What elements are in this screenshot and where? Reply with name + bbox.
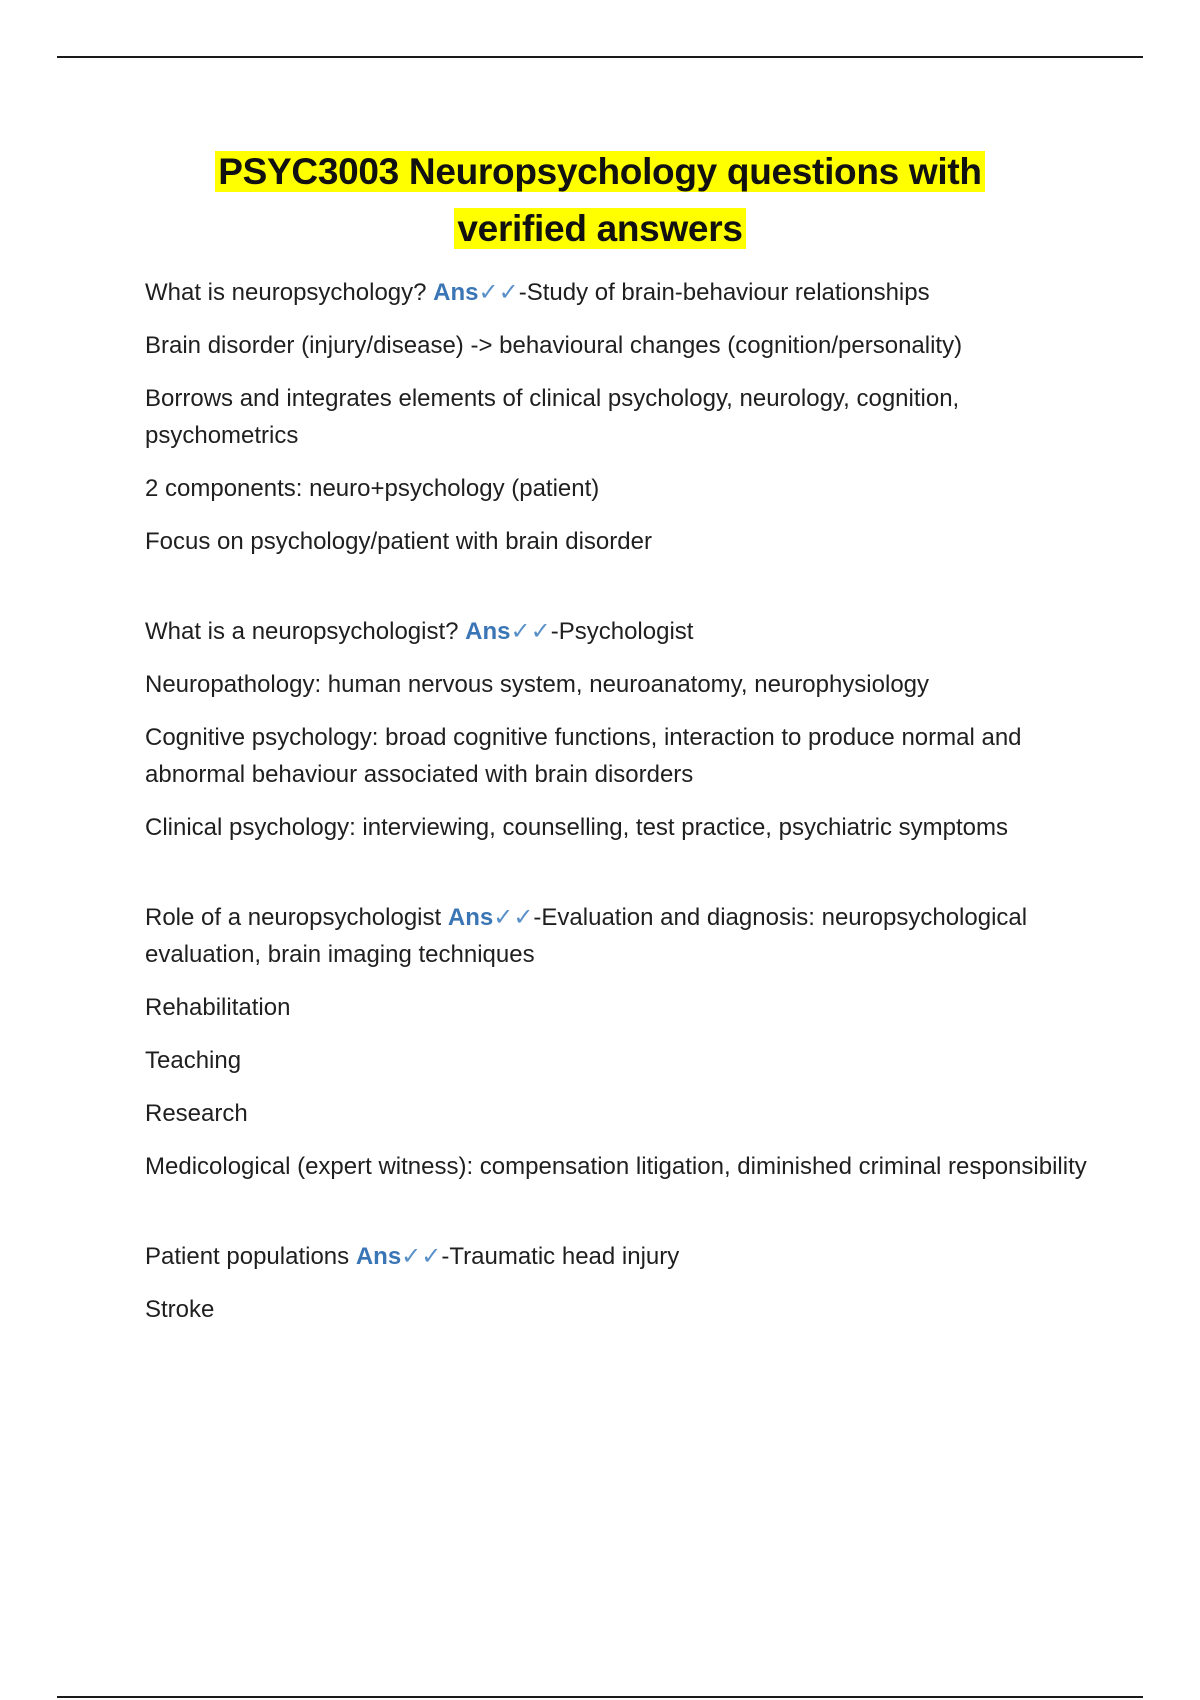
document-title xyxy=(100,143,1100,257)
title-line-1: PSYC3003 Neuropsychology questions with xyxy=(215,151,984,192)
bottom-rule xyxy=(57,1696,1143,1698)
question-line xyxy=(145,613,1095,650)
qa-block xyxy=(145,899,1095,1185)
check-icon: ✓✓ xyxy=(478,279,519,306)
title-line-2: verified answers xyxy=(454,208,745,249)
qa-block xyxy=(145,1238,1095,1328)
top-rule xyxy=(57,56,1143,58)
check-icon: ✓✓ xyxy=(510,618,551,645)
detail-line: Brain disorder (injury/disease) -> behavioural changes (cognition/personality) xyxy=(145,332,963,359)
document-body xyxy=(145,274,1095,1344)
check-icon: ✓✓ xyxy=(493,904,534,931)
question-text: What is a neuropsychologist? xyxy=(145,618,459,645)
detail-line: Borrows and integrates elements of clinical psychology, neurology, cognition, psychometrics xyxy=(145,385,960,449)
detail-line: Medicological (expert witness): compensation litigation, diminished criminal responsibility xyxy=(145,1153,1087,1180)
question-text: Patient populations xyxy=(145,1243,350,1270)
answer-marker: Ans xyxy=(355,1243,402,1270)
detail-line: Focus on psychology/patient with brain disorder xyxy=(145,528,652,555)
question-line xyxy=(145,899,1095,973)
question-line xyxy=(145,274,1095,311)
detail-line: Research xyxy=(145,1100,248,1127)
question-line xyxy=(145,1238,1095,1275)
answer-marker: Ans xyxy=(433,279,479,306)
detail-line: 2 components: neuro+psychology (patient) xyxy=(145,475,600,502)
question-text: What is neuropsychology? xyxy=(145,279,427,306)
qa-block xyxy=(145,274,1095,560)
detail-line: Teaching xyxy=(145,1047,242,1074)
detail-line: Clinical psychology: interviewing, counselling, test practice, psychiatric symptoms xyxy=(145,814,1009,841)
answer-lead: -Study of brain-behaviour relationships xyxy=(518,279,930,306)
question-text: Role of a neuropsychologist xyxy=(145,904,442,931)
answer-marker: Ans xyxy=(447,904,494,931)
detail-line: Cognitive psychology: broad cognitive functions, interaction to produce normal and abnormal behaviour associated with brain disorders xyxy=(145,724,1022,788)
qa-block xyxy=(145,613,1095,846)
answer-lead: -Evaluation and diagnosis: neuropsychological evaluation, brain imaging techniques xyxy=(145,904,1028,968)
answer-lead: -Traumatic head injury xyxy=(441,1243,680,1270)
detail-line: Rehabilitation xyxy=(145,994,291,1021)
detail-line: Stroke xyxy=(145,1296,215,1323)
detail-line: Neuropathology: human nervous system, neuroanatomy, neurophysiology xyxy=(145,671,930,698)
answer-marker: Ans xyxy=(465,618,511,645)
check-icon: ✓✓ xyxy=(401,1243,442,1270)
answer-lead: -Psychologist xyxy=(550,618,694,645)
